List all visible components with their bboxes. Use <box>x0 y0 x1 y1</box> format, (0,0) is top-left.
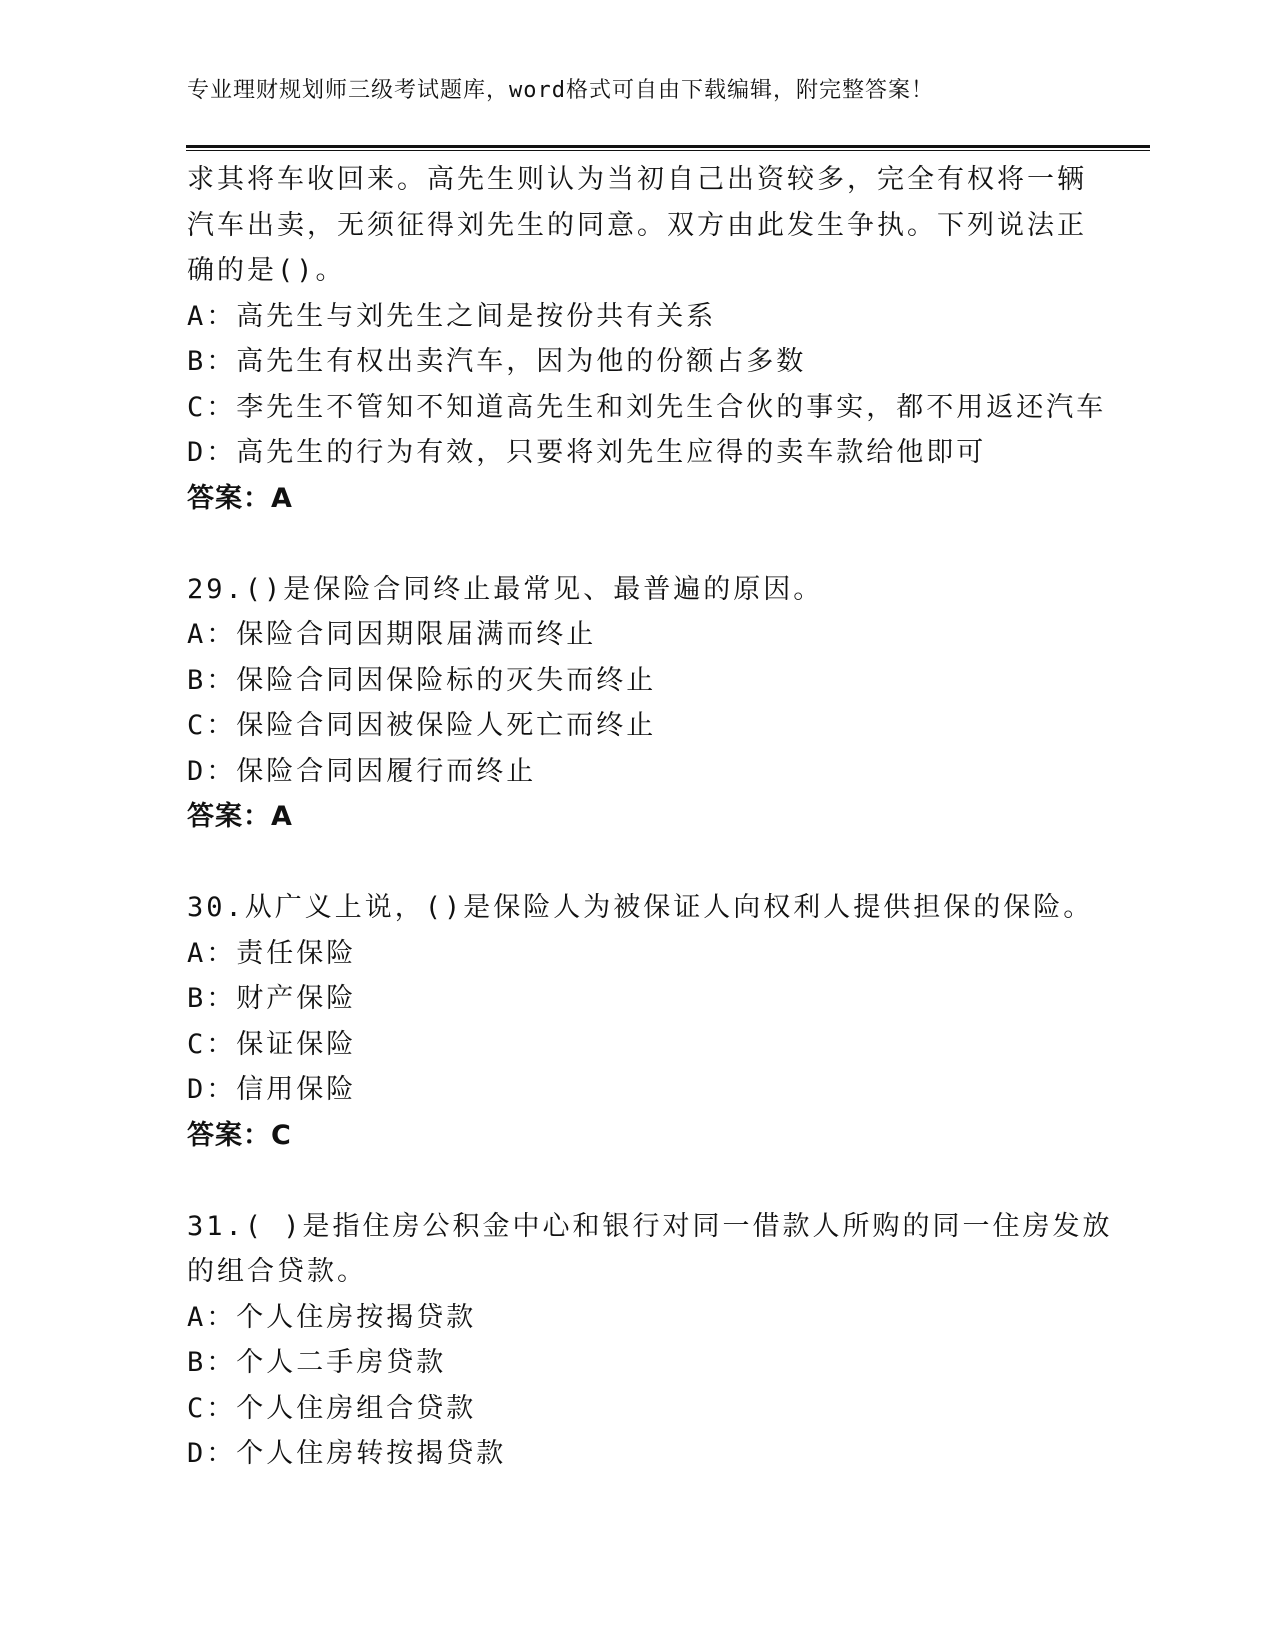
option-d: D：信用保险 <box>187 1074 357 1105</box>
header-divider-thick <box>186 145 1150 148</box>
option-d: D：高先生的行为有效，只要将刘先生应得的卖车款给他即可 <box>187 437 987 468</box>
option-a: A：高先生与刘先生之间是按份共有关系 <box>187 300 717 332</box>
question-stem-line: 确的是()。 <box>187 255 346 286</box>
header-divider-thin <box>186 150 1150 151</box>
option-b: B：财产保险 <box>187 983 357 1014</box>
answer-label: 答案：A <box>187 801 293 832</box>
option-a: A：保险合同因期限届满而终止 <box>187 619 597 650</box>
question-stem-line: 31.( )是指住房公积金中心和银行对同一借款人所购的同一住房发放 <box>187 1210 1113 1242</box>
option-a: A：个人住房按揭贷款 <box>187 1301 477 1333</box>
option-d: D：保险合同因履行而终止 <box>187 755 537 787</box>
spacer <box>187 521 1147 567</box>
question-content <box>187 157 1147 1477</box>
question-stem-line: 29.()是保险合同终止最常见、最普遍的原因。 <box>187 573 824 605</box>
page-header-title: 专业理财规划师三级考试题库，word格式可自由下载编辑，附完整答案！ <box>187 78 934 103</box>
option-b: B：保险合同因保险标的灭失而终止 <box>187 664 657 696</box>
option-b: B：个人二手房贷款 <box>187 1347 447 1378</box>
question-block-30 <box>187 885 1147 1158</box>
answer-label: 答案：C <box>187 1119 292 1151</box>
question-block-29 <box>187 567 1147 840</box>
spacer <box>187 1158 1147 1204</box>
question-stem-line: 30.从广义上说，()是保险人为被保证人向权利人提供担保的保险。 <box>187 892 1094 923</box>
question-block-28-continued <box>187 157 1147 521</box>
answer-label: 答案：A <box>187 482 293 514</box>
option-c: C：保险合同因被保险人死亡而终止 <box>187 710 657 741</box>
spacer <box>187 840 1147 886</box>
option-a: A：责任保险 <box>187 937 357 969</box>
option-b: B：高先生有权出卖汽车，因为他的份额占多数 <box>187 346 807 377</box>
question-stem-line: 汽车出卖，无须征得刘先生的同意。双方由此发生争执。下列说法正 <box>187 209 1087 241</box>
question-stem-line: 的组合贷款。 <box>187 1256 367 1287</box>
option-c: C：个人住房组合贷款 <box>187 1392 477 1424</box>
option-c: C：李先生不管知不知道高先生和刘先生合伙的事实，都不用返还汽车 <box>187 391 1107 423</box>
question-stem-line: 求其将车收回来。高先生则认为当初自己出资较多，完全有权将一辆 <box>187 164 1087 195</box>
option-c: C：保证保险 <box>187 1028 357 1060</box>
option-d: D：个人住房转按揭贷款 <box>187 1438 507 1469</box>
question-block-31 <box>187 1204 1147 1477</box>
